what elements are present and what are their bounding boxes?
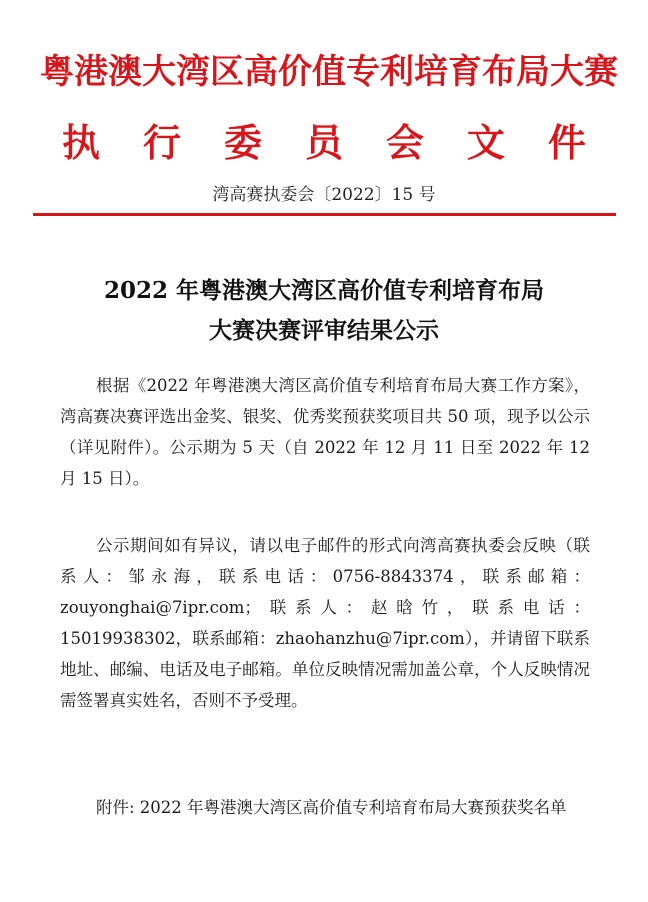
attachment-note: 附件: 2022 年粤港澳大湾区高价值专利培育布局大赛预获奖名单 [96, 798, 567, 817]
red-header-subtitle [40, 112, 608, 167]
notice-title-line1: 2022 年粤港澳大湾区高价值专利培育布局 [103, 277, 545, 304]
red-header-char: 行 [142, 121, 181, 165]
notice-title-line2: 大赛决赛评审结果公示 [209, 317, 439, 344]
red-header-title: 粤港澳大湾区高价值专利培育布局大赛 [40, 52, 618, 92]
red-divider-line [33, 213, 616, 216]
red-header-char: 会 [385, 121, 424, 165]
document-number: 湾高赛执委会〔2022〕15 号 [212, 185, 436, 205]
notice-paragraph-2: 公示期间如有异议，请以电子邮件的形式向湾高赛执委会反映（联系人：邹永海，联系电话：0756-8843374，联系邮箱：zouyonghai@7ipr.com；联系人：赵晗竹，联系电话：15019938302，联系邮箱：zhaohanzhu@7ipr.com），并请留下联系地址、邮编、电话及电子邮箱。单位反映情况需加盖公章，个人反映情况需签署真实姓名，否则不予受理。 [60, 536, 590, 710]
red-header-char: 文 [466, 121, 505, 165]
red-header-char: 员 [304, 121, 343, 165]
red-header-char: 件 [547, 121, 586, 165]
red-header-char: 执 [62, 121, 101, 165]
notice-paragraph-1: 根据《2022 年粤港澳大湾区高价值专利培育布局大赛工作方案》，湾高赛决赛评选出金奖、银奖、优秀奖预获奖项目共 50 项，现予以公示（详见附件）。公示期为 5 天（自 2022 年 12 月 11 日至 2022 年 12 月 15 日）。 [60, 376, 590, 488]
red-header-char: 委 [223, 121, 262, 165]
